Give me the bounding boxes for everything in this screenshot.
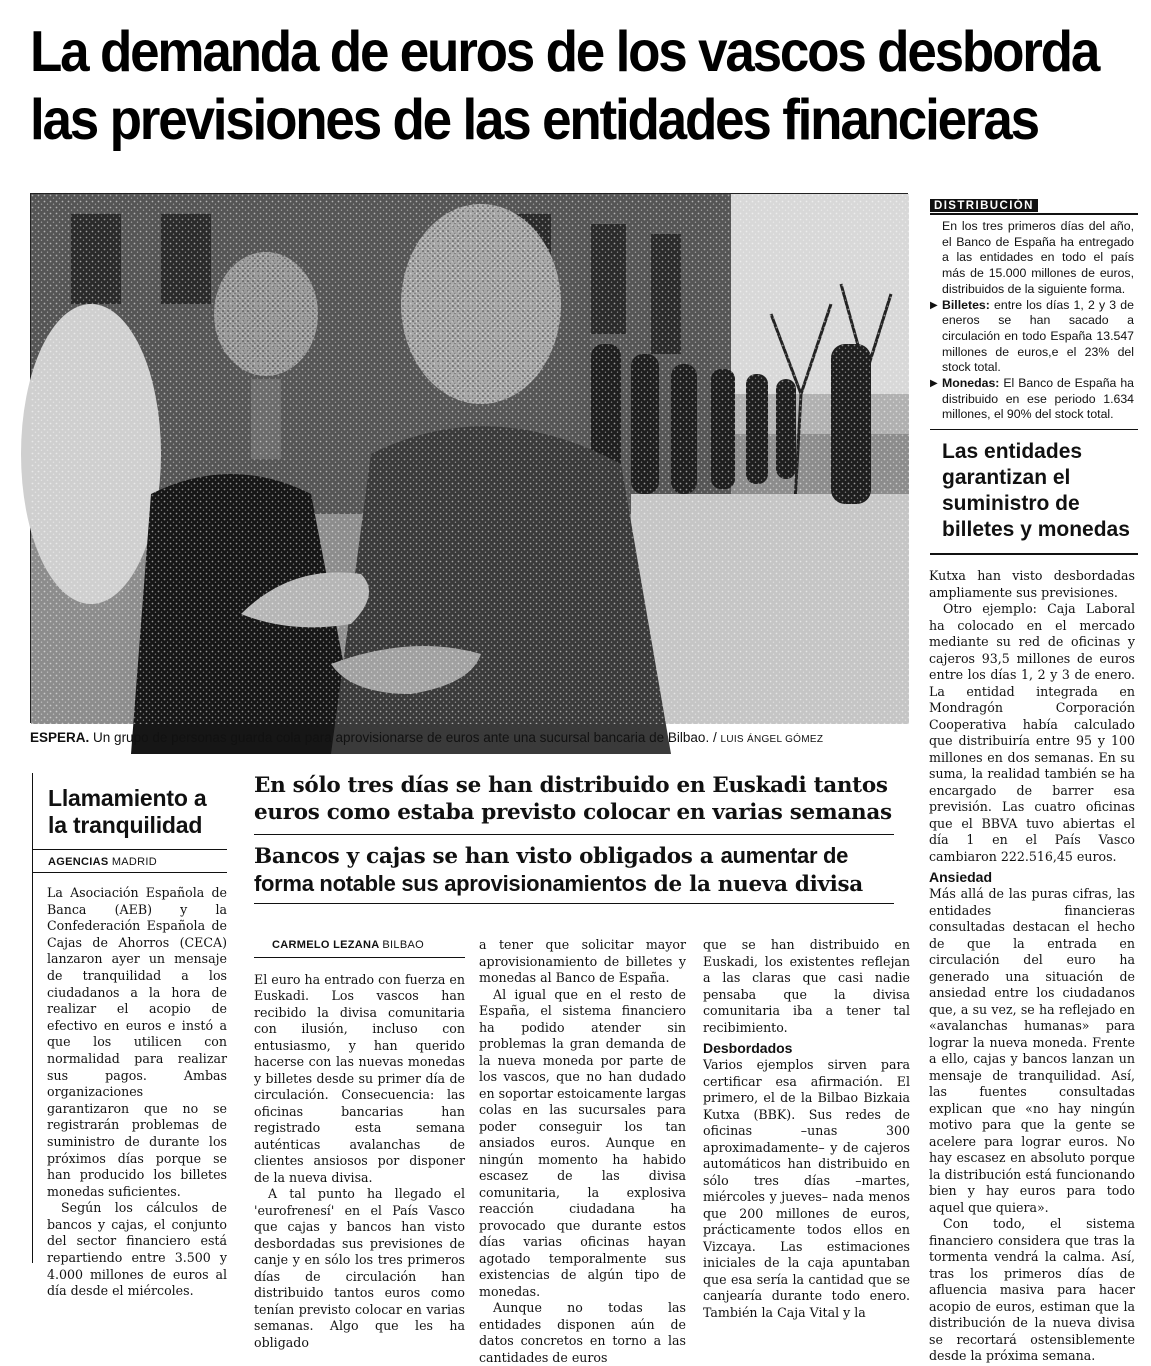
sidebar-bullet-monedas: ▶ Monedas: El Banco de España ha distribuido en ese periodo 1.634 millones, el 90% del stock total. — [942, 376, 1134, 423]
article-column-4 — [929, 568, 1135, 1365]
article-column-2 — [479, 937, 686, 1366]
section-heading-desbordados: Desbordados — [703, 1040, 793, 1056]
article-column-3 — [703, 937, 910, 1321]
sidebar-bullet-billetes: ▶ Billetes: entre los días 1, 2 y 3 de eneros se han sacado a circulación en todo España 13.547 millones de euros,e el 23% del stock total. — [942, 298, 1134, 377]
sidebar-intro: En los tres primeros días del año, el Banco de España ha entregado a las entidades en todo el país más de 15.000 millones de euros, distribuidos de la siguiente forma. — [942, 219, 1134, 296]
photo-credit: LUIS ÁNGEL GÓMEZ — [720, 734, 824, 745]
sidebar-tag: DISTRIBUCIÓN — [930, 199, 1038, 212]
article-paragraph: El euro ha entrado con fuerza en Euskadi. Los vascos han recibido la divisa comunitaria con ilusión, incluso con entusiasmo, y han querido hacerse con las nuevas monedas y billetes desde su primer día de circulación. Consecuencia: las oficinas bancarias han registrado esta semana auténticas avalanchas de clientes ansiosos por disponer de la nueva divisa. — [254, 971, 465, 1185]
headline — [30, 18, 1140, 154]
sidebar-title: Las entidades garantizan el suministro de billetes y monedas — [930, 430, 1138, 555]
caption-label: ESPERA. — [30, 730, 90, 745]
article-paragraph: que se han distribuido en Euskadi, los existentes reflejan a las claras que casi nadie pensaba que la divisa comunitaria iba a tener tal recibimiento. — [703, 937, 910, 1035]
article-column-1 — [254, 937, 465, 1351]
article-paragraph: Al igual que en el resto de España, el sistema financiero ha podido atender sin problemas la gran demanda de la nueva moneda por parte de los vascos, que no han dudado en soportar estoicamente largas colas en las sucursales para poder conseguir los tan ansiados euros. Aunque en ningún momento ha habido escasez de las divisa comunitaria, la explosiva reacción ciudadana ha provocado que durante estos días varias oficinas hayan agotado temporalmente sus existencias de algún tipo de monedas. — [479, 986, 686, 1299]
section-heading-ansiedad: Ansiedad — [929, 869, 993, 885]
box-title: Llamamiento a la tranquilidad — [33, 773, 227, 850]
article-paragraph: Otro ejemplo: Caja Laboral ha colocado en el mercado mediante su red de oficinas y cajeros 93,5 millones de euros entre los días 1, 2 y 3 de enero. La entidad integrada en Mondragón Corporación Cooperativa había calculado que distribuiría entre 95 y 100 millones en dos semanas. En su suma, la realidad también se ha encargado de barrer esa previsión. Las cuatro oficinas que el BBVA tuvo abiertas el día 1 en el País Vasco cambiaron 222.516,45 euros. — [929, 601, 1135, 864]
box-byline: AGENCIAS MADRID — [33, 850, 227, 873]
article-paragraph: Con todo, el sistema financiero considera que tras la tormenta vendrá la calma. Así, tras los primeros días de afluencia masiva para hacer acopio de euros, estiman que la distribución de la nueva divisa se recortará ostensiblemente desde la próxima semana. — [929, 1216, 1135, 1363]
box-paragraph: La Asociación Española de Banca (AEB) y la Confederación Española de Cajas de Ahorros (CECA) lanzaron ayer un mensaje de tranquilidad a los ciudadanos a la hora de realizar el acopio de efectivo en euros e instó a que los utilicen con normalidad para realizar sus pagos. Ambas organizaciones garantizaron que no se registrarán problemas de suministro de durante los próximos días porque se han producido los billetes monedas suficientes. — [47, 885, 227, 1199]
subhead-rule — [254, 903, 894, 904]
caption-text: Un grupo de personas guarda cola para aprovisionarse de euros ante una sucursal bancaria de Bilbao. / — [93, 730, 717, 745]
headline-line-1: La demanda de euros de los vascos desborda — [30, 20, 1099, 84]
article-paragraph: Aunque no todas las entidades disponen aún de datos concretos en torno a las cantidades de euros — [479, 1300, 686, 1365]
subhead-rule — [254, 834, 894, 835]
photo-caption — [30, 729, 910, 749]
sidebar-body — [930, 215, 1138, 430]
box-text — [33, 873, 227, 1300]
distribution-sidebar — [930, 194, 1138, 555]
article-paragraph: Varios ejemplos sirven para certificar esa afirmación. El primero, el de la Bilbao Bizkaia Kutxa (BBK). Sus redes de oficinas –unas 300 aproximadamente– y de cajeros automáticos han distribuido en sólo tres días –martes, miércoles y jueves– nada menos que 200 millones de euros, prácticamente todos ellos en Vizcaya. Las estimaciones iniciales de la caja apuntaban que esa sería la cantidad que se canjearía durante todo enero. También la Caja Vital y la — [703, 1057, 910, 1320]
headline-line-2: las previsiones de las entidades financieras — [30, 88, 1038, 152]
article-paragraph: a tener que solicitar mayor aprovisionamiento de billetes y monedas al Banco de España. — [479, 937, 686, 985]
subhead-1: En sólo tres días se han distribuido en Euskadi tantos euros como estaba previsto colocar en varias semanas — [254, 773, 892, 825]
article-byline: CARMELO LEZANA BILBAO — [254, 937, 465, 958]
article-paragraph: A tal punto ha llegado el 'eurofrenesí' en el País Vasco que cajas y bancos han visto desbordadas sus previsiones de canje y en sólo los tres primeros días de circulación han distribuido tantos euros como tenían previsto colocar en varias semanas. Algo que les ha obligado — [254, 1186, 465, 1350]
tranquility-box — [32, 773, 227, 1299]
article-paragraph: Kutxa han visto desbordadas ampliamente sus previsiones. — [929, 568, 1135, 600]
box-paragraph: Según los cálculos de bancos y cajas, el conjunto del sector financiero está repartiendo entre 3.500 y 4.000 millones de euros al día desde el miércoles. — [47, 1200, 227, 1299]
subhead-2: Bancos y cajas se han visto obligados a aumentar de forma notable sus aprovisionamientos de la nueva divisa — [254, 843, 863, 897]
article-paragraph: Más allá de las puras cifras, las entidades financieras consultadas destacan el hecho de que la entrada en circulación del euro ha generado una situación de ansiedad entre los ciudadanos que, a su vez, se ha reflejado en «avalanchas humanas» para lograr la nueva moneda. Frente a ello, cajas y bancos lanzan un mensaje de tranquilidad. Así, las fuentes consultadas explican que «no hay ningún motivo para que la gente se acelere para lograr euros. No hay escasez en absoluto porque la distribución está funcionando bien y hay euros para todo aquel que quiera». — [929, 886, 1135, 1215]
subhead-2-highlight: aumentar de forma notable sus aprovisionamientos — [254, 843, 849, 896]
news-photo — [30, 193, 908, 723]
